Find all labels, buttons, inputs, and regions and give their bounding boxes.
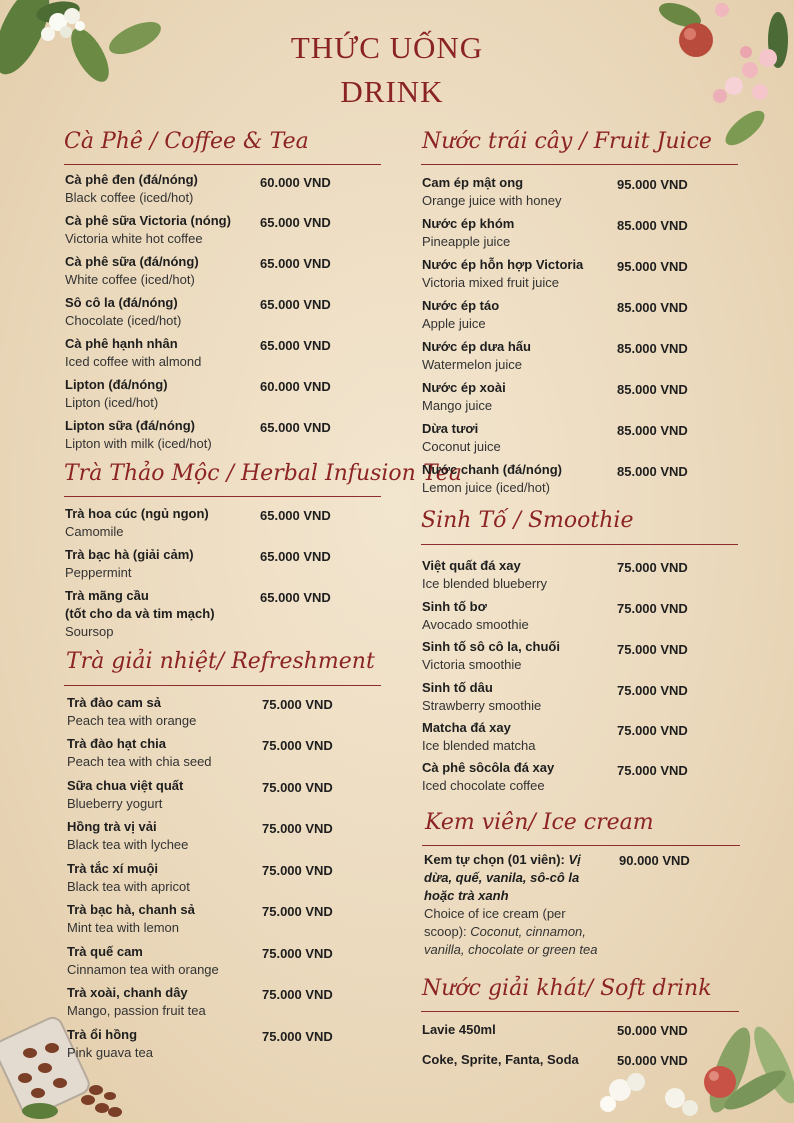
menu-item: [422, 461, 562, 497]
item-price: 95.000 VND: [617, 259, 688, 274]
menu-item: [422, 598, 529, 634]
menu-item: [65, 171, 198, 207]
item-name-vn: Nước chanh (đá/nóng): [422, 462, 562, 477]
item-name-en: Ice blended blueberry: [422, 576, 548, 591]
item-name-en: Peach tea with orange: [67, 713, 197, 728]
item-name-vn: Trà đào hạt chia: [67, 736, 166, 751]
item-price: 75.000 VND: [617, 723, 688, 738]
item-price: 60.000 VND: [260, 379, 331, 394]
item-name-en: Iced chocolate coffee: [422, 778, 545, 793]
item-flavors-en: [424, 923, 597, 941]
item-name-vn: Cà phê sôcôla đá xay: [422, 760, 555, 775]
item-name-vn: Trà đào cam sả: [67, 695, 161, 710]
item-price: 75.000 VND: [617, 683, 688, 698]
item-price: 65.000 VND: [260, 215, 331, 230]
item-price: 75.000 VND: [262, 946, 333, 961]
menu-item: [65, 253, 199, 289]
item-price: 75.000 VND: [262, 863, 333, 878]
item-price: 75.000 VND: [262, 821, 333, 836]
item-name-en: Lipton with milk (iced/hot): [65, 436, 212, 451]
item-name-vn-note: (tốt cho da và tim mạch): [65, 606, 215, 621]
item-price: 65.000 VND: [260, 549, 331, 564]
divider: [64, 164, 381, 165]
item-name-en: Black coffee (iced/hot): [65, 190, 194, 205]
section-heading-refreshment: Trà giải nhiệt/ Refreshment: [66, 649, 375, 674]
item-name-en-cont: scoop):: [424, 924, 467, 939]
item-name-vn: Lipton (đá/nóng): [65, 377, 168, 392]
divider: [422, 845, 740, 846]
menu-item: [65, 546, 194, 582]
item-name-en: Black tea with apricot: [67, 879, 190, 894]
item-name-vn: Trà bạc hà (giải cảm): [65, 547, 194, 562]
item-price: 50.000 VND: [617, 1023, 688, 1038]
item-name-en: Mint tea with lemon: [67, 920, 179, 935]
item-price: 85.000 VND: [617, 382, 688, 397]
menu-item: [65, 417, 212, 453]
menu-item: [422, 256, 583, 292]
item-price: 85.000 VND: [617, 423, 688, 438]
item-price: 65.000 VND: [260, 420, 331, 435]
item-name-vn: Trà bạc hà, chanh sả: [67, 902, 195, 917]
item-name-vn: Nước ép khóm: [422, 216, 515, 231]
item-name-en: Black tea with lychee: [67, 837, 189, 852]
item-name-en: Camomile: [65, 524, 124, 539]
item-flavors-en-end: vanilla, chocolate or green tea: [424, 942, 598, 957]
menu-item: [67, 943, 219, 979]
item-name-vn: Sữa chua việt quất: [67, 778, 184, 793]
divider: [421, 1011, 739, 1012]
item-name-vn: Nước ép táo: [422, 298, 500, 313]
item-price: 85.000 VND: [617, 300, 688, 315]
item-name-vn: Nước ép xoài: [422, 380, 506, 395]
section-heading-coffee-tea: Cà Phê / Coffee & Tea: [64, 129, 309, 154]
section-heading-ice-cream: Kem viên/ Ice cream: [425, 810, 654, 835]
section-heading-herbal: Trà Thảo Mộc / Herbal Infusion Tea: [64, 461, 462, 486]
item-name-en: Apple juice: [422, 316, 486, 331]
item-name-en: Mango juice: [422, 398, 493, 413]
item-flavors-vn-end: hoặc trà xanh: [424, 888, 509, 903]
menu-item: [65, 505, 209, 541]
item-name-vn: Việt quất đá xay: [422, 558, 521, 573]
menu-item: [67, 984, 206, 1020]
menu-item: [65, 587, 215, 641]
item-name-en: Mango, passion fruit tea: [67, 1003, 206, 1018]
item-name-vn: Trà tắc xí muội: [67, 861, 159, 876]
item-name-en: Pineapple juice: [422, 234, 511, 249]
menu-item: [67, 1026, 153, 1062]
item-price: 75.000 VND: [262, 738, 333, 753]
item-name-vn: Cà phê hạnh nhân: [65, 336, 178, 351]
item-name-en: Iced coffee with almond: [65, 354, 202, 369]
menu-item: [65, 376, 168, 412]
item-price: 85.000 VND: [617, 218, 688, 233]
item-name-en: Coconut juice: [422, 439, 501, 454]
menu-item: [422, 215, 514, 251]
menu-item: [422, 759, 554, 795]
item-name-en: White coffee (iced/hot): [65, 272, 195, 287]
menu-item: [422, 719, 535, 755]
menu-item: [67, 694, 196, 730]
item-name-vn: Lavie 450ml: [422, 1022, 496, 1037]
item-name-en: Victoria mixed fruit juice: [422, 275, 560, 290]
item-name-vn: Matcha đá xay: [422, 720, 511, 735]
item-name-vn: Nước ép dưa hấu: [422, 339, 531, 354]
item-name-en: Chocolate (iced/hot): [65, 313, 182, 328]
item-price: 75.000 VND: [262, 697, 333, 712]
section-heading-soft-drink: Nước giải khát/ Soft drink: [422, 976, 712, 1001]
item-name-vn: Trà mãng cầu: [65, 588, 149, 603]
menu-item: [65, 294, 181, 330]
divider: [64, 685, 381, 686]
item-name-en: Watermelon juice: [422, 357, 522, 372]
item-name-en: Cinnamon tea with orange: [67, 962, 219, 977]
item-name-vn: Sinh tố dâu: [422, 680, 493, 695]
item-name-vn: Trà quế cam: [67, 944, 143, 959]
item-price: 75.000 VND: [617, 763, 688, 778]
item-price: 65.000 VND: [260, 338, 331, 353]
menu-item: [67, 901, 195, 937]
item-name-vn: Cà phê sữa Victoria (nóng): [65, 213, 231, 228]
divider: [64, 496, 381, 497]
menu-item: [67, 818, 188, 854]
item-name-en: Choice of ice cream (per: [424, 906, 566, 921]
menu-item: [422, 557, 547, 593]
item-price: 65.000 VND: [260, 590, 331, 605]
item-price: 75.000 VND: [617, 560, 688, 575]
item-price: 60.000 VND: [260, 175, 331, 190]
divider: [421, 544, 738, 545]
item-price: 85.000 VND: [617, 464, 688, 479]
item-flavors-en-lead: Coconut, cinnamon,: [470, 924, 586, 939]
item-name-vn-line1: Kem tự chọn (01 viên):: [424, 852, 565, 867]
menu-subtitle: DRINK: [340, 74, 444, 109]
item-name-en: Avocado smoothie: [422, 617, 529, 632]
item-name-vn: Lipton sữa (đá/nóng): [65, 418, 196, 433]
menu-item: [67, 777, 183, 813]
item-name-vn: Hồng trà vị vải: [67, 819, 157, 834]
item-price: 50.000 VND: [617, 1053, 688, 1068]
item-name-en: Soursop: [65, 624, 114, 639]
item-price: 65.000 VND: [260, 297, 331, 312]
item-name-vn: Cam ép mật ong: [422, 175, 524, 190]
menu-item: [422, 379, 506, 415]
item-name-en: Strawberry smoothie: [422, 698, 542, 713]
menu-item: [424, 851, 597, 959]
item-price: 65.000 VND: [260, 256, 331, 271]
item-name-vn: Cà phê đen (đá/nóng): [65, 172, 198, 187]
item-price: 90.000 VND: [619, 853, 690, 868]
item-price: 75.000 VND: [617, 601, 688, 616]
item-name-en: Pink guava tea: [67, 1045, 154, 1060]
menu-item: [65, 212, 231, 248]
item-name-en: Lipton (iced/hot): [65, 395, 159, 410]
item-name-en: Victoria white hot coffee: [65, 231, 203, 246]
item-price: 75.000 VND: [262, 780, 333, 795]
item-name-vn: Trà hoa cúc (ngủ ngon): [65, 506, 209, 521]
item-price: 75.000 VND: [262, 987, 333, 1002]
item-flavors-lead: Vị: [568, 852, 581, 867]
menu-item: [422, 420, 501, 456]
item-name-vn: Sô cô la (đá/nóng): [65, 295, 178, 310]
menu-item: [422, 679, 541, 715]
item-name-vn: Cà phê sữa (đá/nóng): [65, 254, 199, 269]
section-heading-fruit-juice: Nước trái cây / Fruit Juice: [422, 129, 712, 154]
item-name-en: Orange juice with honey: [422, 193, 562, 208]
item-name-en: Victoria smoothie: [422, 657, 522, 672]
menu-title: THỨC UỐNG: [290, 30, 484, 65]
item-price: 75.000 VND: [262, 904, 333, 919]
item-price: 65.000 VND: [260, 508, 331, 523]
item-flavors-vn: dừa, quế, vanila, sô-cô la: [424, 870, 580, 885]
item-name-vn: Sinh tố bơ: [422, 599, 487, 614]
item-name-vn: Sinh tố sô cô la, chuối: [422, 639, 560, 654]
item-name-en: Peppermint: [65, 565, 132, 580]
item-price: 75.000 VND: [262, 1029, 333, 1044]
item-name-en: Blueberry yogurt: [67, 796, 163, 811]
menu-item: [422, 338, 531, 374]
item-name-en: Peach tea with chia seed: [67, 754, 212, 769]
menu-item: [67, 735, 212, 771]
item-name-vn: Nước ép hỗn hợp Victoria: [422, 257, 584, 272]
menu-item: [422, 174, 561, 210]
menu-item: [65, 335, 201, 371]
item-name-vn: [424, 851, 597, 869]
item-price: 85.000 VND: [617, 341, 688, 356]
item-name-en: Lemon juice (iced/hot): [422, 480, 550, 495]
item-name-en: Ice blended matcha: [422, 738, 536, 753]
item-name-vn: Dừa tươi: [422, 421, 479, 436]
item-price: 75.000 VND: [617, 642, 688, 657]
section-heading-smoothie: Sinh Tố / Smoothie: [421, 508, 634, 533]
menu-item: [422, 297, 499, 333]
item-price: 95.000 VND: [617, 177, 688, 192]
menu-item: [422, 638, 560, 674]
item-name-vn: Coke, Sprite, Fanta, Soda: [422, 1052, 579, 1067]
item-name-vn: Trà xoài, chanh dây: [67, 985, 188, 1000]
menu-item: [67, 860, 190, 896]
divider: [421, 164, 738, 165]
item-name-vn: Trà ổi hồng: [67, 1027, 138, 1042]
